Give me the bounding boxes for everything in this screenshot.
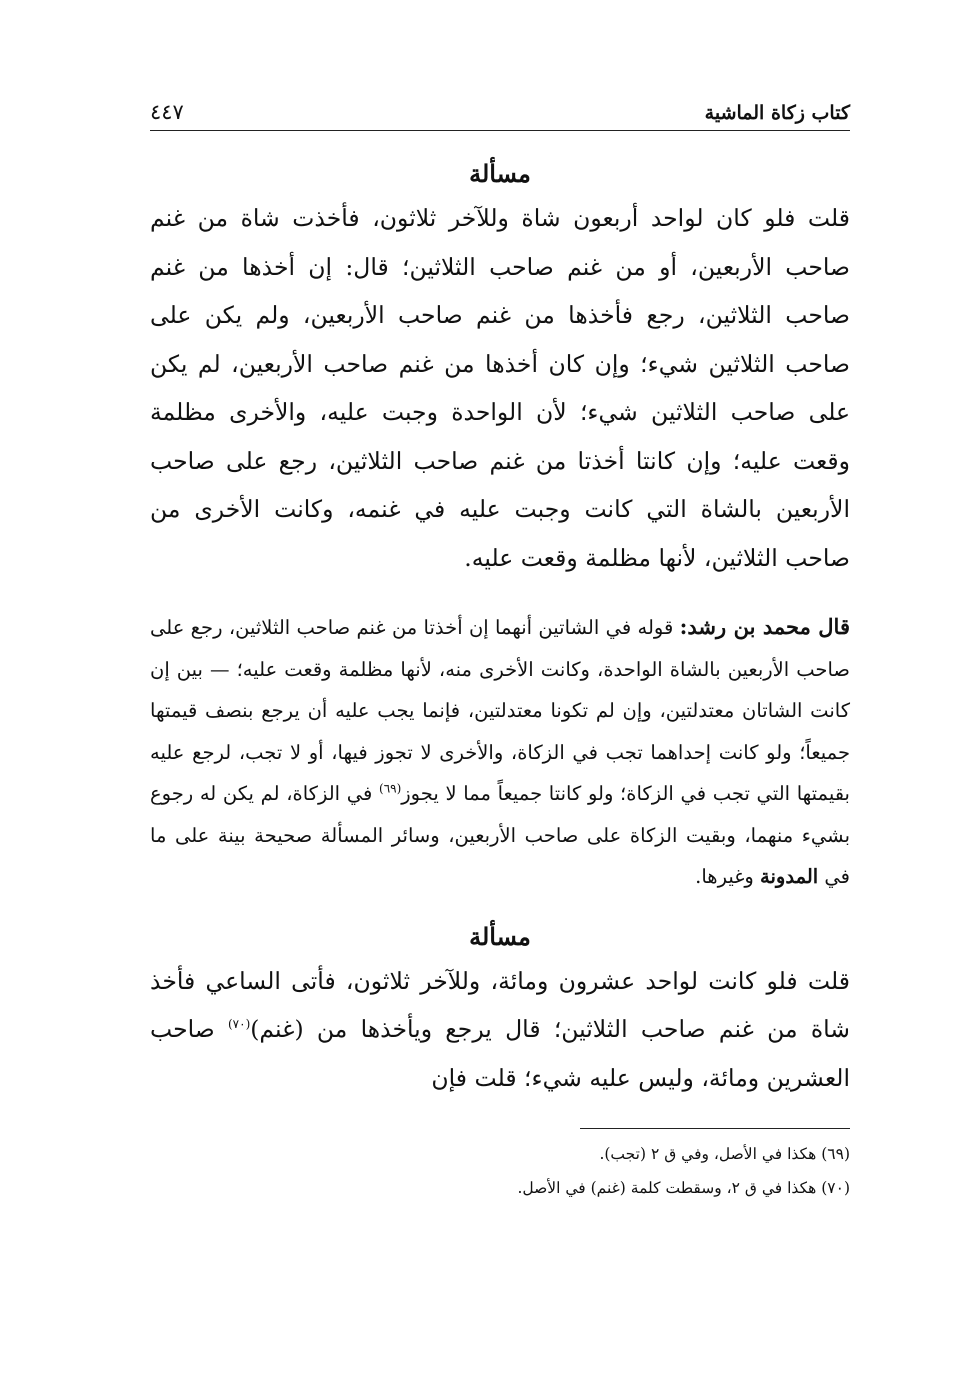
book-page [150, 88, 850, 1205]
commentary-text-3: وغيرها. [695, 865, 754, 888]
section-2-text-1: قلت فلو كانت لواحد عشرون ومائة، وللآخر ثلاثون، فأتى الساعي فأخذ شاة من غنم صاحب الثلاثين؛ قال يرجع ويأخذها من (غنم) [150, 966, 850, 1043]
section-1-text: قلت فلو كان لواحد أربعون شاة وللآخر ثلاثون، فأخذت شاة من غنم صاحب الأربعين، أو من غنم صاحب الثلاثين؛ قال: إن أخذها من غنم صاحب الثلاثين، رجع فأخذها من غنم صاحب الأربعين، ولم يكن على صاحب الثلاثين شيء؛ وإن كان أخذها من غنم صاحب الأربعين، لم يكن على صاحب الثلاثين شيء؛ لأن الواحدة وجبت عليه، والأخرى مظلمة وقعت عليه؛ وإن كانتا أخذتا من غنم صاحب الثلاثين، رجع على صاحب الأربعين بالشاة التي كانت وجبت عليه في غنمه، وكانت الأخرى من صاحب الثلاثين، لأنها مظلمة وقعت عليه. [150, 204, 850, 572]
section-2-text-2: صاحب العشرين ومائة، وليس عليه شيء؛ قلت فإن [150, 1015, 850, 1092]
footnote-divider [580, 1128, 850, 1129]
commentary-text-1: قوله في الشاتين أنهما إن أخذتا من غنم صاحب الثلاثين، رجع على صاحب الأربعين بالشاة الواحدة، وكانت الأخرى منه، لأنها مظلمة وقعت عليه؛ — بين إن كانت الشاتان معتدلتين، وإن لم تكونا معتدلتين، فإنما يجب عليه أن يرجع بنصف قيمتها جميعاً؛ ولو كانت إحداهما تجب في الزكاة، والأخرى لا تجوز فيها، أو لا تجب، لرجع عليه بقيمتها التي تجب في الزكاة؛ ولو كانتا جميعاً مما لا يجوز [150, 616, 850, 805]
commentary-lead: قال محمد بن رشد: [679, 614, 850, 639]
commentary-paragraph [150, 606, 850, 898]
section-2-text [150, 957, 850, 1103]
footnote-ref-70: (٧٠) [227, 1017, 251, 1032]
header-title: كتاب زكاة الماشية [704, 102, 850, 124]
commentary-text-2: في الزكاة، لم يكن له رجوع بشيء منهما، وبقيت الزكاة على صاحب الأربعين، وسائر المسألة صحيحة بينة على ما في [150, 782, 850, 888]
commentary-bold-word: المدونة [760, 865, 819, 888]
section-heading-2: مسألة [469, 921, 531, 951]
footnote-70: (٧٠) هكذا في ق ٢، وسقطت كلمة (غنم) في الأصل. [517, 1179, 850, 1197]
footnote-ref-69: (٦٩) [379, 781, 402, 796]
footnote-69: (٦٩) هكذا في الأصل، وفي ق ٢ (تجب). [599, 1145, 850, 1163]
section-heading-1: مسألة [469, 159, 531, 188]
page-number: ٤٤٧ [150, 100, 184, 124]
running-header [150, 88, 850, 131]
footnotes [150, 1137, 850, 1205]
